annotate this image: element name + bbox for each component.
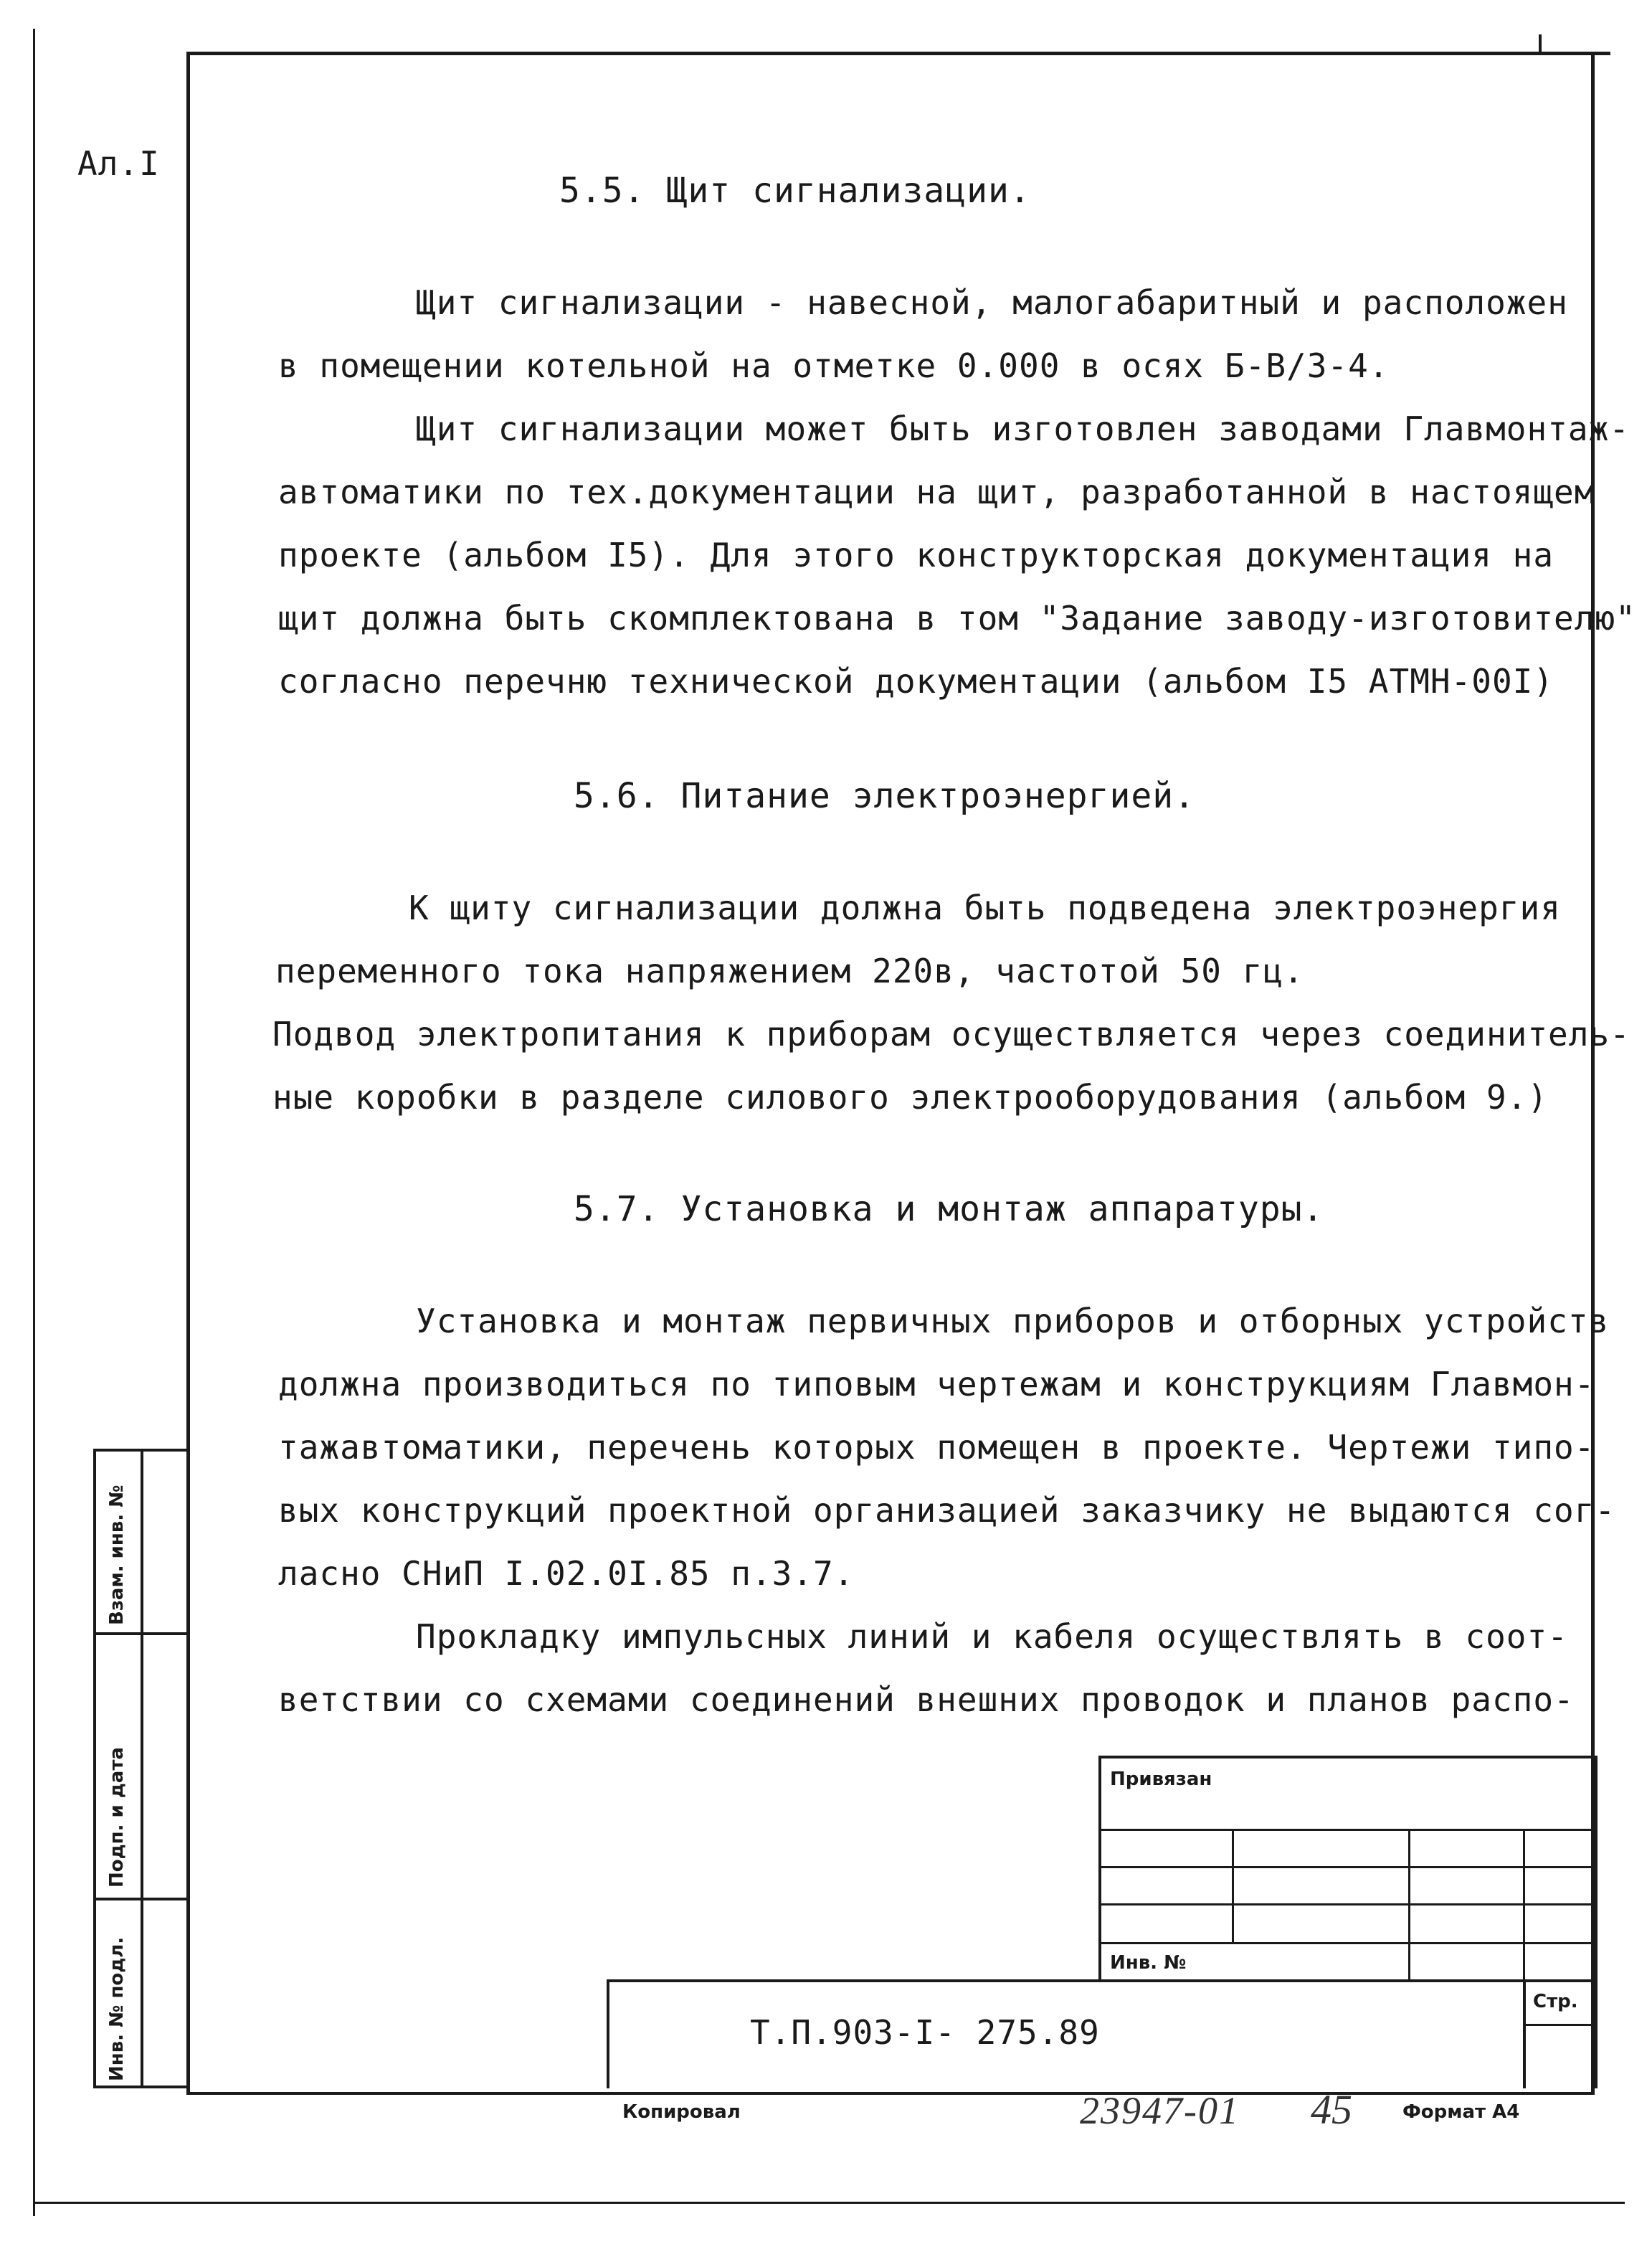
binding-edge-line	[33, 29, 35, 2216]
paragraph-line: Прокладку импульсных линий и кабеля осуществлять в соот-	[416, 1617, 1568, 1656]
paragraph-line: ные коробки в разделе силового электрооборудования (альбом 9.)	[272, 1078, 1549, 1117]
paragraph-line: Щит сигнализации - навесной, малогабаритный и расположен	[416, 283, 1568, 322]
binding-label: Привязан	[1110, 1769, 1212, 1790]
frame-top-tick	[1539, 34, 1542, 53]
paragraph-line: щит должна быть скомплектована в том "Задание заводу-изготовителю"	[278, 599, 1636, 638]
section-heading-5-5: 5.5. Щит сигнализации.	[559, 171, 1031, 211]
paragraph-line: согласно перечню технической документации (альбом I5 АТМН-00I)	[278, 662, 1554, 701]
inv-no-label: Инв. №	[1110, 1952, 1187, 1974]
paragraph-line: ласно СНиП I.02.0I.85 п.3.7.	[278, 1554, 855, 1593]
section-heading-5-6: 5.6. Питание электроэнергией.	[574, 776, 1196, 816]
side-stamp-inv-podl: Инв. № подл.	[106, 1936, 128, 2081]
paragraph-line: Установка и монтаж первичных приборов и отборных устройств	[416, 1302, 1610, 1340]
paragraph-line: должна производиться по типовым чертежам и конструкциям Главмон-	[278, 1365, 1595, 1403]
paragraph-line: автоматики по тех.документации на щит, разработанной в настоящем	[278, 473, 1595, 511]
paragraph-line: в помещении котельной на отметке 0.000 в осях Б-В/3-4.	[278, 346, 1390, 385]
paragraph-line: ветствии со схемами соединений внешних проводок и планов распо-	[278, 1680, 1575, 1719]
binding-table-vline	[1523, 1829, 1525, 1982]
frame-top-extension	[1587, 52, 1610, 55]
side-stamp-divider	[93, 1632, 186, 1635]
archive-number: 23947-01	[1080, 2089, 1240, 2132]
paragraph-line: переменного тока напряжением 220в, частотой 50 гц.	[275, 952, 1304, 990]
paragraph-line: тажавтоматики, перечень которых помещен в проекте. Чертежи типо-	[278, 1428, 1595, 1467]
copied-by-label: Копировал	[622, 2101, 741, 2123]
paragraph-line: К щиту сигнализации должна быть подведена электроэнергия	[409, 889, 1561, 927]
binding-table-vline	[1232, 1829, 1234, 1942]
page-label-underline	[1523, 2024, 1598, 2026]
bottom-edge-line	[33, 2202, 1625, 2204]
side-stamp-vzam-inv: Взам. инв. №	[106, 1485, 128, 1625]
binding-table-vline	[1408, 1829, 1410, 1982]
side-stamp-bottom	[93, 2086, 189, 2088]
format-label: Формат А4	[1402, 2101, 1520, 2123]
side-stamp-podp-data: Подп. и дата	[106, 1747, 128, 1888]
sheet-number: 45	[1311, 2086, 1352, 2133]
section-heading-5-7: 5.7. Установка и монтаж аппаратуры.	[574, 1189, 1324, 1229]
paragraph-line: Щит сигнализации может быть изготовлен заводами Главмонтаж-	[416, 409, 1630, 448]
drawing-designation: Т.П.903-I- 275.89	[750, 2013, 1100, 2052]
sheet-marker: Ал.I	[77, 144, 160, 183]
paragraph-line: Подвод электропитания к приборам осуществляется через соединитель-	[272, 1015, 1630, 1054]
paragraph-line: проекте (альбом I5). Для этого конструкторская документация на	[278, 536, 1554, 574]
page-label: Стр.	[1533, 1991, 1578, 2012]
paragraph-line: вых конструкций проектной организацией заказчику не выдаются сог-	[278, 1491, 1616, 1530]
side-stamp-divider-vertical	[141, 1449, 143, 2088]
side-stamp-divider	[93, 1898, 186, 1900]
designation-page-divider	[1523, 1979, 1526, 2088]
